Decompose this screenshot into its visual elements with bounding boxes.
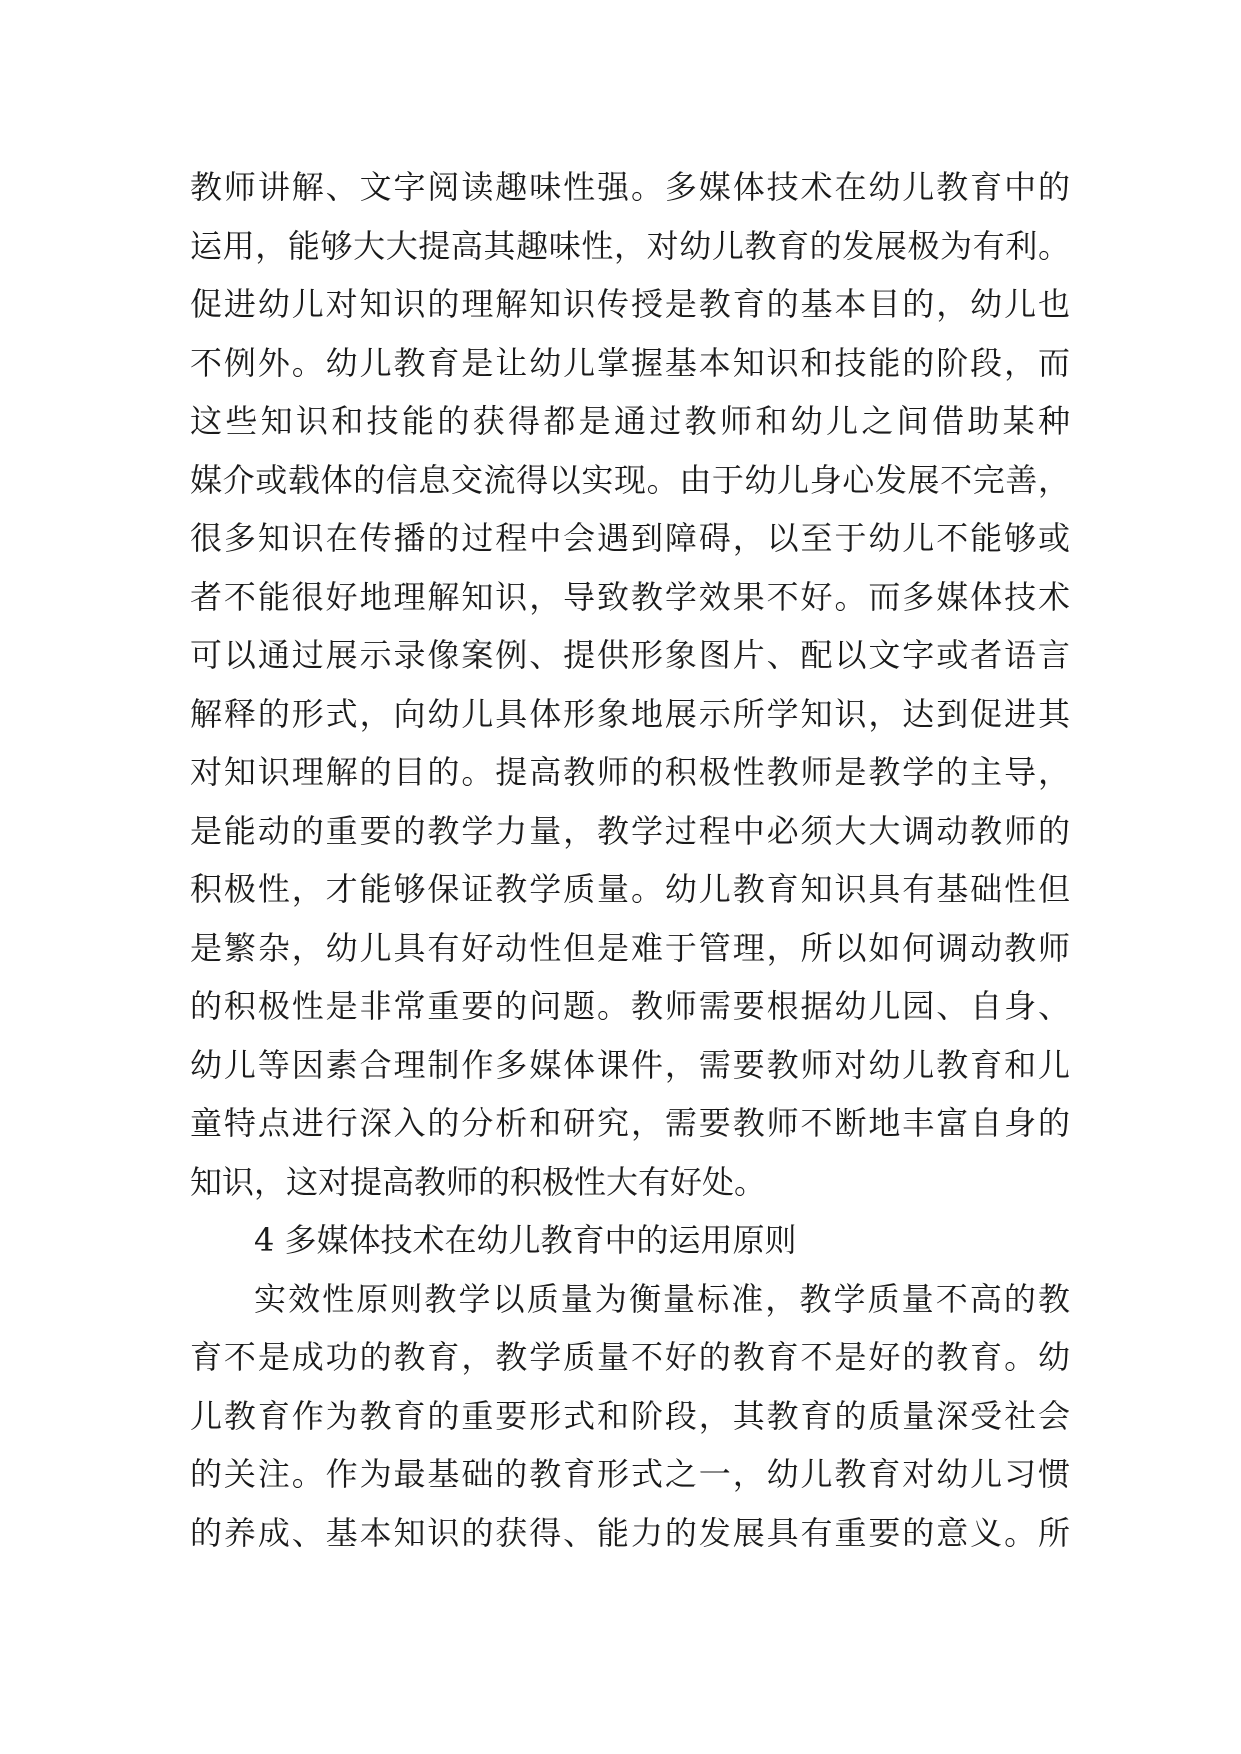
text-line: 可以通过展示录像案例、提供形象图片、配以文字或者语言 [190,636,1070,674]
text-line: 的关注。作为最基础的教育形式之一，幼儿教育对幼儿习惯 [190,1455,1070,1493]
body-text [190,158,1070,1562]
text-line: 解释的形式，向幼儿具体形象地展示所学知识，达到促进其 [190,694,1070,733]
text-line: 者不能很好地理解知识，导致教学效果不好。而多媒体技术 [190,577,1070,616]
text-line: 育不是成功的教育，教学质量不好的教育不是好的教育。幼 [190,1338,1070,1376]
text-line: 是繁杂，幼儿具有好动性但是难于管理，所以如何调动教师 [190,928,1070,967]
text-line: 积极性，才能够保证教学质量。幼儿教育知识具有基础性但 [190,870,1070,908]
text-line: 实效性原则教学以质量为衡量标准，教学质量不高的教 [254,1279,1070,1318]
text-line: 幼儿等因素合理制作多媒体课件，需要教师对幼儿教育和儿 [190,1045,1070,1084]
text-line: 教师讲解、文字阅读趣味性强。多媒体技术在幼儿教育中的 [190,168,1070,206]
text-line: 的养成、基本知识的获得、能力的发展具有重要的意义。所 [190,1513,1070,1552]
text-line: 是能动的重要的教学力量，教学过程中必须大大调动教师的 [190,811,1070,850]
text-line: 媒介或载体的信息交流得以实现。由于幼儿身心发展不完善， [190,460,1070,499]
text-line: 童特点进行深入的分析和研究，需要教师不断地丰富自身的 [190,1104,1070,1142]
text-line: 促进幼儿对知识的理解知识传授是教育的基本目的，幼儿也 [190,285,1070,323]
text-line: 儿教育作为教育的重要形式和阶段，其教育的质量深受社会 [190,1396,1070,1435]
text-line: 这些知识和技能的获得都是通过教师和幼儿之间借助某种 [190,402,1070,440]
section-heading: 4 多媒体技术在幼儿教育中的运用原则 [254,1221,797,1259]
text-line: 不例外。幼儿教育是让幼儿掌握基本知识和技能的阶段，而 [190,343,1070,382]
text-line: 运用，能够大大提高其趣味性，对幼儿教育的发展极为有利。 [190,226,1070,265]
text-line: 对知识理解的目的。提高教师的积极性教师是教学的主导， [190,753,1070,791]
text-line: 知识，这对提高教师的积极性大有好处。 [190,1162,767,1201]
text-line: 的积极性是非常重要的问题。教师需要根据幼儿园、自身、 [190,987,1070,1025]
text-line: 很多知识在传播的过程中会遇到障碍，以至于幼儿不能够或 [190,519,1070,557]
